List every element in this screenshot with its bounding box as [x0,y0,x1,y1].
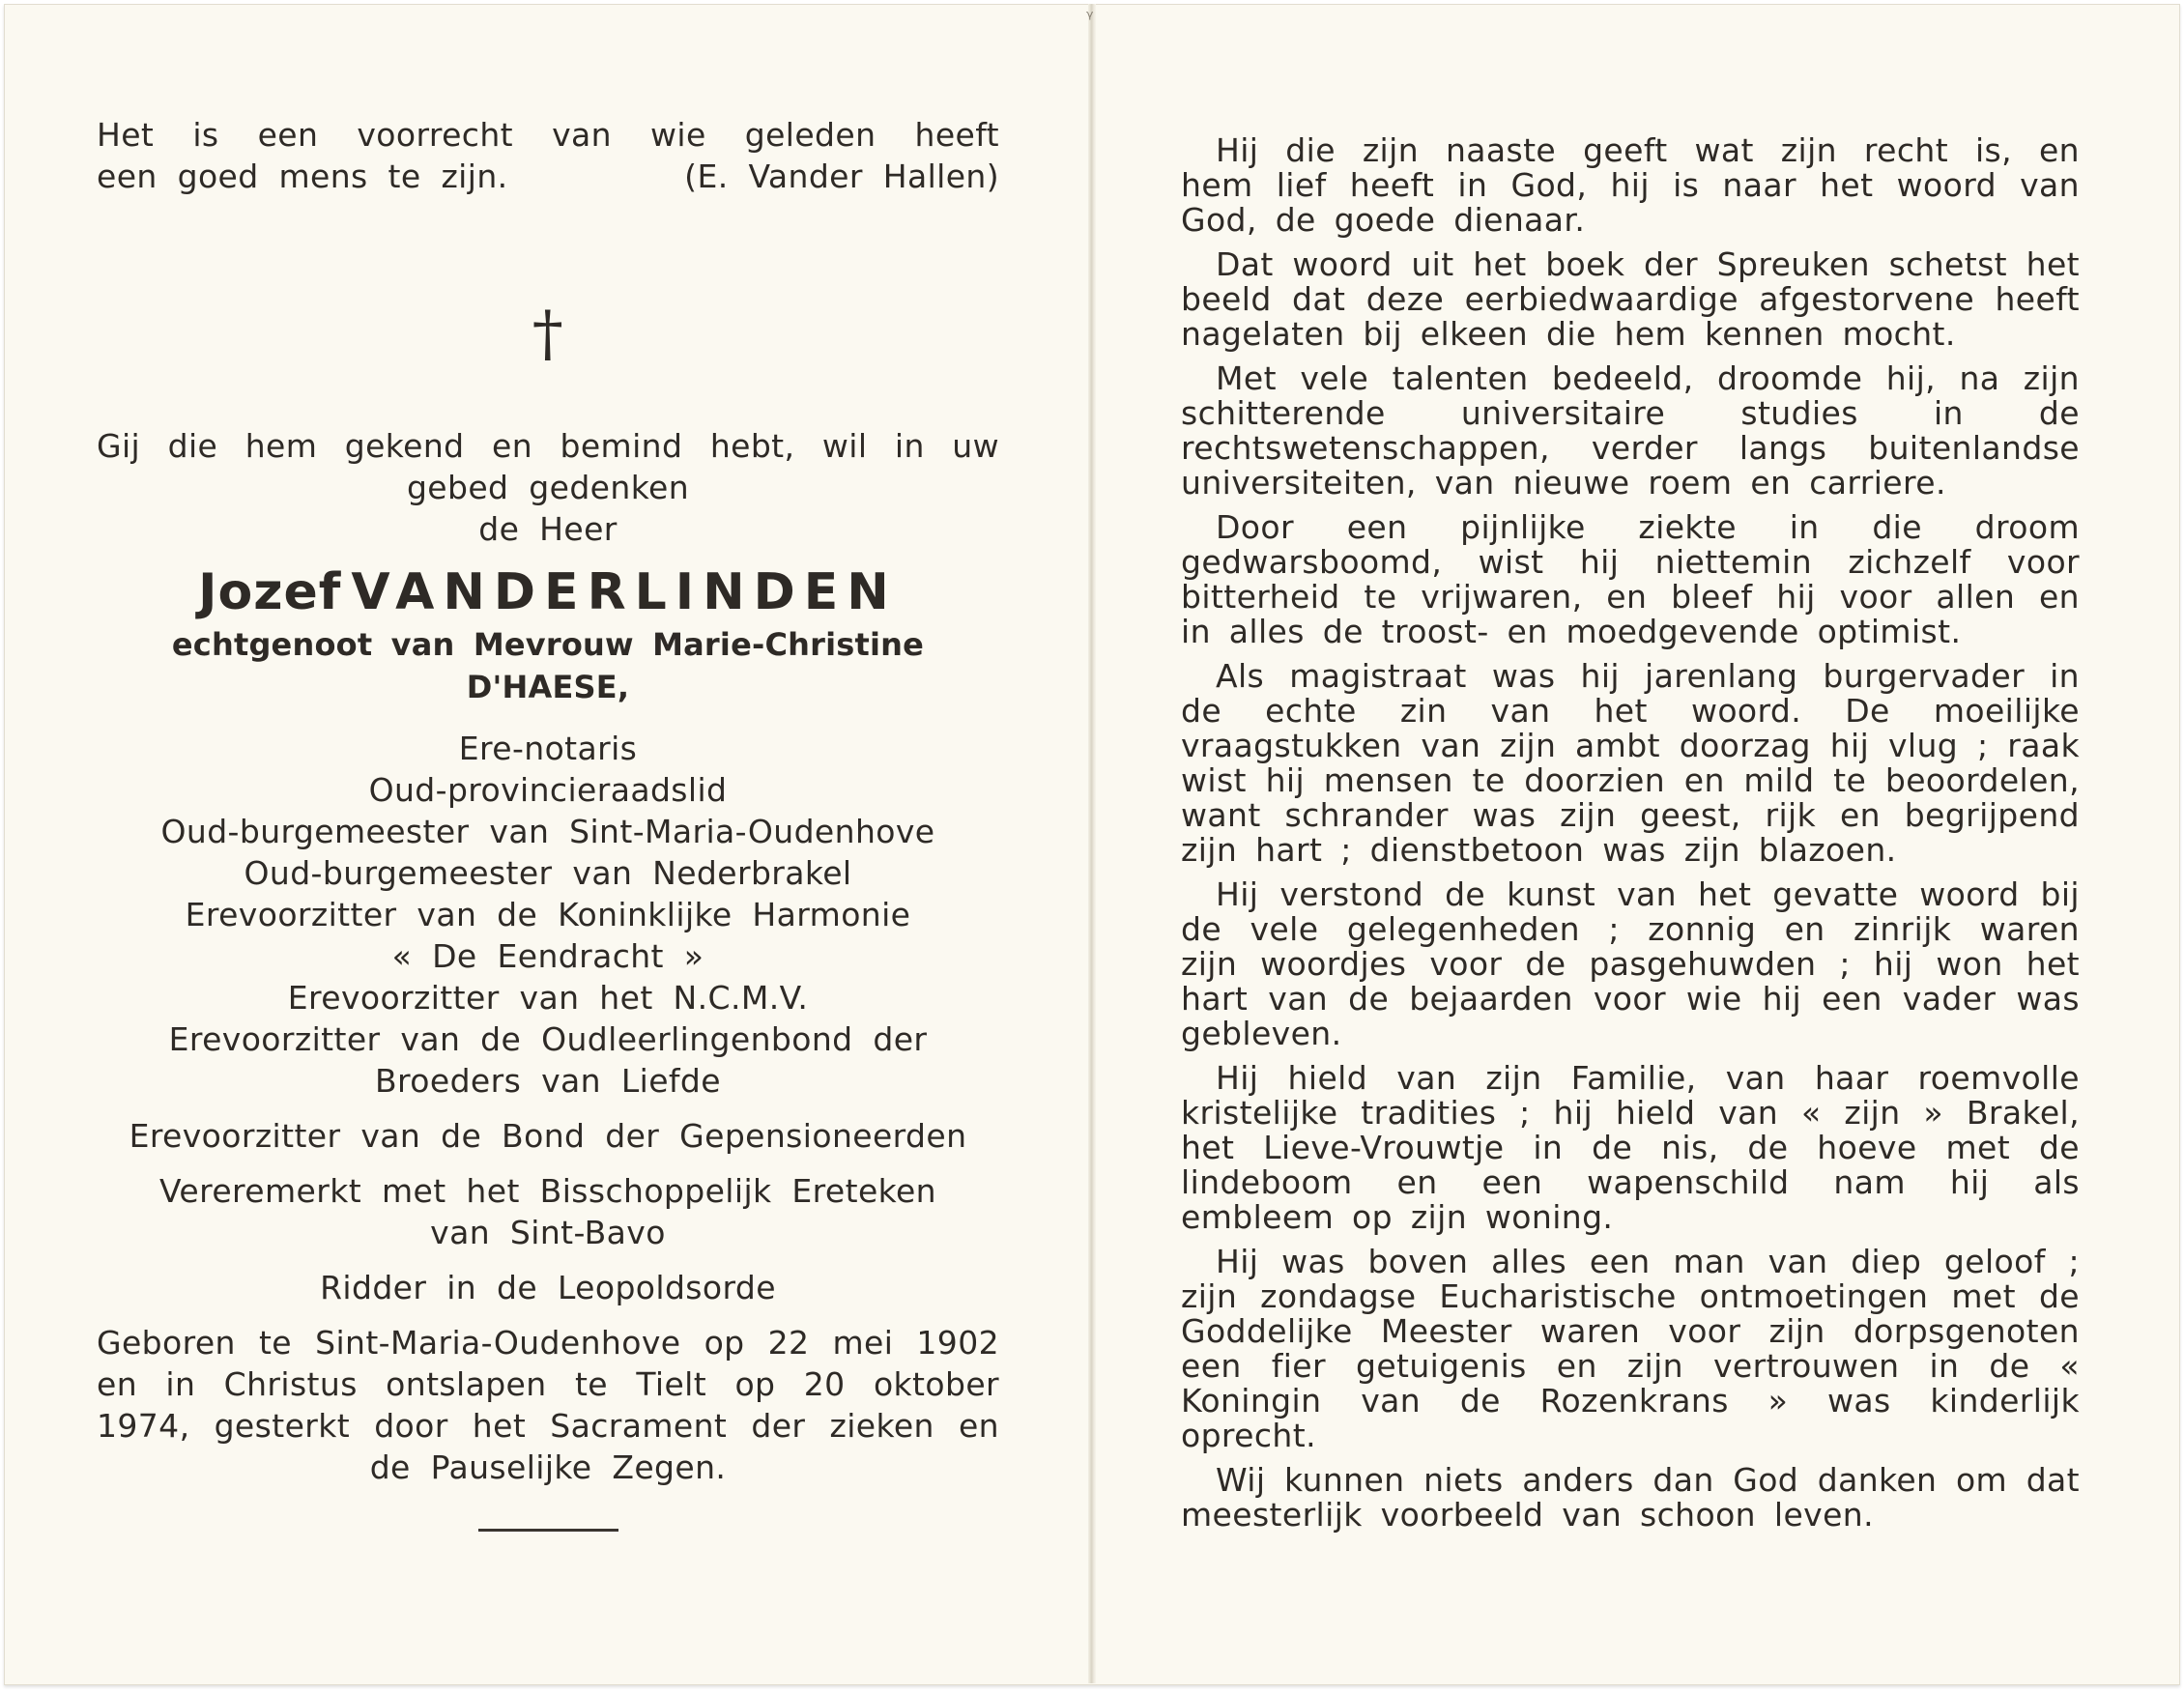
title-item: Erevoorzitter van de Oudleerlingenbond der [168,1020,928,1058]
paragraph: Wij kunnen niets anders dan God danken om dat meesterlijk voorbeeld van schoon leven. [1181,1461,2080,1534]
center-fold [1088,4,1096,1683]
paragraph: Met vele talenten bedeeld, droomde hij, na zijn schitterende universitaire studies in de rechtswetenschappen, verder langs buitenlandse universiteiten, van nieuwe roem en carriere. [1181,359,2080,502]
title-item: Erevoorzitter van het N.C.M.V. [287,979,809,1017]
spouse-line: echtgenoot van Mevrouw Marie-Christine D'HAESE, [171,626,925,705]
birth-line-3: 1974, gesterkt door het Sacrament der zieken en [97,1407,999,1445]
title-item: Vereremerkt met het Bisschoppelijk Ereteken [158,1172,937,1210]
paragraph: Hij hield van zijn Familie, van haar roemvolle kristelijke tradities ; hij hield van « zijn » Brakel, het Lieve-Vrouwtje in de nis, de hoeve met de lindeboom en een wapenschild nam hij als embleem op zijn woning. [1181,1059,2080,1236]
cross-icon: † [532,299,564,370]
title-item: Erevoorzitter van de Bond der Gepensioneerden [129,1117,967,1155]
paragraph: Dat woord uit het boek der Spreuken schetst het beeld dat deze eerbiedwaardige afgestorvene heeft nagelaten bij elkeen die hem kennen mocht. [1181,245,2080,353]
paragraph: Hij verstond de kunst van het gevatte woord bij de vele gelegenheden ; zonnig en zinrijk waren zijn woordjes voor de pasgehuwden ; hij won het hart van de bejaarden voor wie hij een vader was gebleven. [1181,875,2080,1052]
birth-line-2: en in Christus ontslapen te Tielt op 20 oktober [97,1365,999,1403]
title-item: Ridder in de Leopoldsorde [320,1269,776,1306]
title-item: Erevoorzitter van de Koninklijke Harmonie [185,896,911,933]
birth-line-4: de Pauselijke Zegen. [369,1448,727,1486]
intro-line-1: Gij die hem gekend en bemind hebt, wil in uw [97,427,999,465]
birth-death-block [97,1322,999,1488]
title-item: Ere-notaris [458,730,638,767]
title-item: Oud-provincieraadslid [368,771,728,809]
divider [478,1529,618,1532]
quote-text: een goed mens te zijn. [97,158,508,195]
birth-line-1: Geboren te Sint-Maria-Oudenhove op 22 mei 1902 [97,1324,999,1362]
quote-line-2 [97,156,999,197]
left-panel [97,114,999,1532]
deceased-name [97,561,999,623]
paragraph: Hij die zijn naaste geeft wat zijn recht is, en hem lief heeft in God, hij is naar het woord van God, de goede dienaar. [1181,131,2080,239]
quote-line-1: Het is een voorrecht van wie geleden heeft [97,116,999,154]
paragraph: Als magistraat was hij jarenlang burgervader in de echte zin van het woord. De moeilijke vraagstukken van zijn ambt doorzag hij vlug ; raak wist hij mensen te doorzien en mild te beoordelen, want schrander was zijn geest, rijk en begrijpend zijn hart ; dienstbetoon was zijn blazoen. [1181,657,2080,869]
surname: VANDERLINDEN [351,563,898,621]
title-item: Oud-burgemeester van Sint-Maria-Oudenhove [160,813,935,850]
intro-line-3: de Heer [478,510,618,548]
quote-author: (E. Vander Hallen) [684,158,999,195]
first-name: Jozef [198,563,342,621]
right-panel [1181,133,2080,1542]
paragraph: Hij was boven alles een man van diep geloof ; zijn zondagse Eucharistische ontmoetingen met de Goddelijke Meester waren voor zijn dorpsgenoten een fier getuigenis en zijn vertrouwen in de « Koningin van de Rozenkrans » was kinderlijk oprecht. [1181,1243,2080,1454]
titles-list [97,728,999,1308]
intro-line-2: gebed gedenken [406,469,690,506]
fold-mark-icon: ᵞ [1086,6,1094,29]
paragraph: Door een pijnlijke ziekte in die droom gedwarsboomd, wist hij niettemin zichzelf voor bitterheid te vrijwaren, en bleef hij voor allen en in alles de troost- en moedgevende optimist. [1181,508,2080,650]
title-item: van Sint-Bavo [430,1214,666,1251]
title-item: « De Eendracht » [391,937,704,975]
title-item: Oud-burgemeester van Nederbrakel [244,854,852,892]
title-item: Broeders van Liefde [375,1062,721,1100]
